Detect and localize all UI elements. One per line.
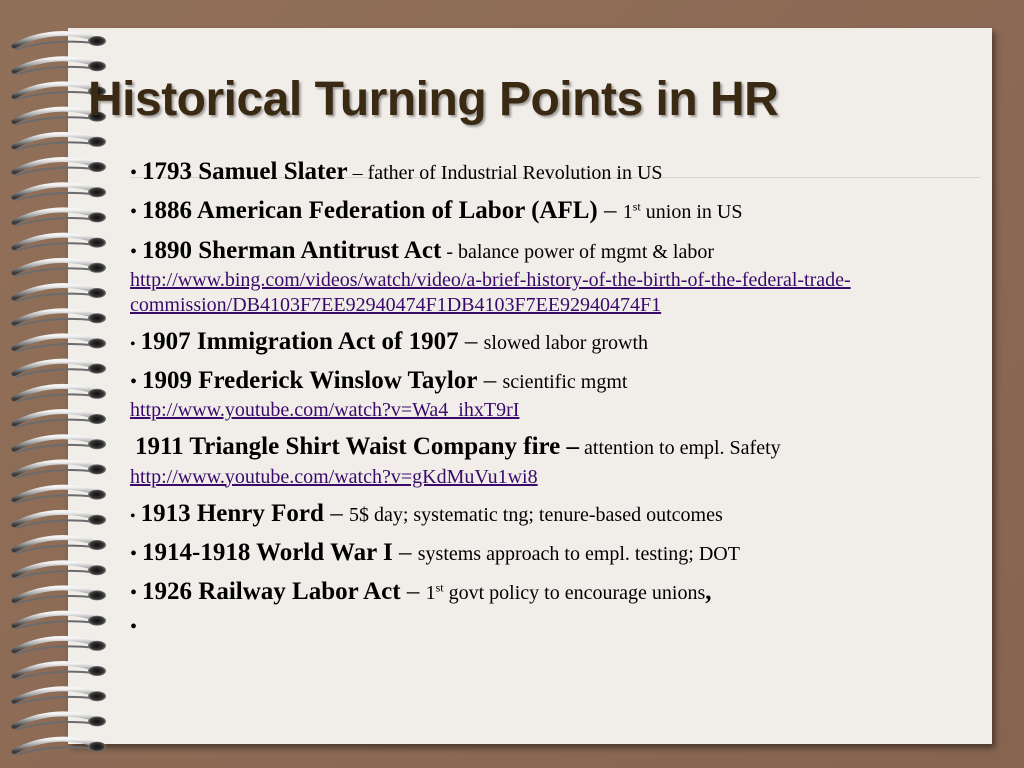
item-separator: - xyxy=(441,240,458,263)
bullet: • xyxy=(130,582,138,604)
item-description-pre: 1 xyxy=(425,582,436,604)
item-description: scientific mgmt xyxy=(502,371,628,393)
item-trailing-comma: , xyxy=(705,578,712,605)
item-description: slowed labor growth xyxy=(483,331,649,354)
item-description-post: govt policy to encourage unions xyxy=(443,582,706,604)
spiral-coil xyxy=(14,538,106,553)
spiral-coil xyxy=(14,487,106,502)
item-description: systems approach to empl. testing; DOT xyxy=(417,542,740,565)
spiral-coil xyxy=(14,361,106,376)
spiral-coil xyxy=(14,311,106,326)
spiral-coil xyxy=(14,588,106,603)
bullet: • xyxy=(130,162,138,184)
item-1890 xyxy=(130,235,980,266)
item-heading: 1913 Henry Ford xyxy=(140,499,324,527)
item-description: balance power of mgmt & labor xyxy=(458,240,715,263)
spiral-coil xyxy=(14,437,106,452)
item-separator: – xyxy=(458,327,484,355)
item-1911 xyxy=(130,431,980,462)
item-1914-1918 xyxy=(130,537,980,568)
item-description: father of Industrial Revolution in US xyxy=(367,162,663,184)
item-empty xyxy=(130,615,980,640)
spiral-coil xyxy=(14,462,106,477)
spiral-coil xyxy=(14,689,106,704)
item-separator: – xyxy=(392,538,418,566)
spiral-coil xyxy=(14,664,106,679)
bullet: • xyxy=(130,201,138,224)
item-separator: – xyxy=(400,578,426,605)
spiral-coil xyxy=(14,714,106,729)
spiral-coil xyxy=(14,638,106,653)
spiral-coil xyxy=(14,34,106,49)
item-description: attention to empl. Safety xyxy=(579,437,781,460)
item-heading: 1909 Frederick Winslow Taylor xyxy=(142,367,478,394)
item-heading: 1886 American Federation of Labor (AFL) xyxy=(142,197,598,225)
spiral-coil xyxy=(14,512,106,527)
slide-title: Historical Turning Points in HR xyxy=(88,73,779,126)
item-heading: 1793 Samuel Slater xyxy=(142,158,348,185)
spiral-coil xyxy=(14,185,106,200)
spiral-coil xyxy=(14,160,106,175)
spiral-coil xyxy=(14,412,106,427)
item-description-sup: st xyxy=(632,199,641,214)
item-1886 xyxy=(130,195,980,226)
item-description: 5$ day; systematic tng; tenure-based outcomes xyxy=(348,503,723,526)
item-1793 xyxy=(130,156,980,187)
spiral-coil xyxy=(14,260,106,275)
bullet: • xyxy=(130,542,138,565)
item-1907 xyxy=(130,326,980,357)
item-separator: – xyxy=(597,197,623,225)
spiral-coil xyxy=(14,235,106,250)
item-separator: – xyxy=(347,162,368,184)
item-heading: 1890 Sherman Antitrust Act xyxy=(142,236,442,264)
link-line-triangle xyxy=(130,465,980,490)
link-line-ftc xyxy=(130,268,980,318)
bullet: • xyxy=(130,616,138,639)
item-1926 xyxy=(130,576,980,607)
bullet: • xyxy=(130,371,138,393)
link-line-taylor xyxy=(130,398,980,423)
item-heading: 1926 Railway Labor Act xyxy=(142,578,401,605)
triangle-fire-video-link[interactable]: http://www.youtube.com/watch?v=gKdMuVu1wi8 xyxy=(130,465,538,488)
item-heading: 1914-1918 World War I xyxy=(142,538,393,566)
spiral-coil xyxy=(14,386,106,401)
ftc-video-link[interactable]: http://www.bing.com/videos/watch/video/a-brief-history-of-the-birth-of-the-federal-trade-commission/DB4103F7EE92940474F1DB4103F7EE92940474F1 xyxy=(130,268,851,316)
bullet: • xyxy=(130,507,136,525)
spiral-coil xyxy=(14,134,106,149)
bullet: • xyxy=(130,335,136,353)
taylor-video-link[interactable]: http://www.youtube.com/watch?v=Wa4_ihxT9rI xyxy=(130,399,520,422)
spiral-coil xyxy=(14,286,106,301)
item-heading: 1911 Triangle Shirt Waist Company fire – xyxy=(135,433,580,461)
item-1909 xyxy=(130,365,980,396)
item-separator: – xyxy=(477,367,503,394)
spiral-coil xyxy=(14,613,106,628)
item-description-pre: 1 xyxy=(622,201,633,224)
item-description-post: union in US xyxy=(640,201,743,224)
item-heading: 1907 Immigration Act of 1907 xyxy=(140,327,459,355)
bullet: • xyxy=(130,240,138,263)
item-separator: – xyxy=(323,499,349,527)
slide-content xyxy=(130,156,980,648)
item-1913 xyxy=(130,498,980,529)
item-description-sup: st xyxy=(435,580,444,595)
spiral-coil xyxy=(14,563,106,578)
spiral-coil xyxy=(14,210,106,225)
spiral-coil xyxy=(14,739,106,754)
spiral-coil xyxy=(14,336,106,351)
